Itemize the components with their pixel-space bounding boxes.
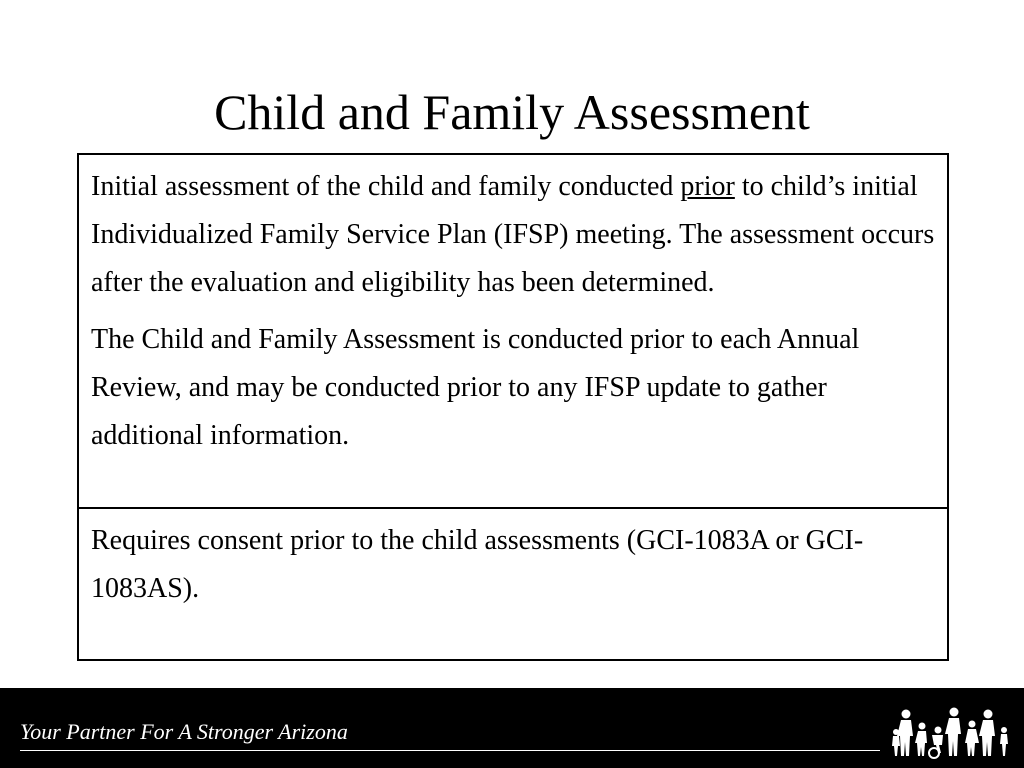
footer-tagline: Your Partner For A Stronger Arizona bbox=[20, 719, 348, 744]
annual-review-paragraph: The Child and Family Assessment is conducted prior to each Annual Review, and may be conducted prior to any IFSP update to gather additional information. bbox=[91, 324, 860, 451]
family-silhouette-icon bbox=[888, 702, 1014, 760]
footer-divider bbox=[20, 750, 880, 751]
slide-title: Child and Family Assessment bbox=[214, 84, 810, 140]
table-row-assessment-timing bbox=[79, 155, 947, 509]
table-row-consent bbox=[79, 509, 947, 659]
footer-bar bbox=[0, 688, 1024, 768]
initial-assessment-paragraph bbox=[91, 163, 935, 307]
consent-paragraph: Requires consent prior to the child assessments (GCI-1083A or GCI-1083AS). bbox=[91, 525, 864, 604]
prior-underlined-word: prior bbox=[680, 171, 735, 202]
initial-assessment-text-start: Initial assessment of the child and family conducted bbox=[91, 171, 681, 202]
initial-assessment-text-end: to child’s initial Individualized Family Service Plan (IFSP) meeting. The assessment occurs after the evaluation and eligibility has been determined. bbox=[91, 171, 935, 298]
content-table bbox=[77, 153, 949, 661]
